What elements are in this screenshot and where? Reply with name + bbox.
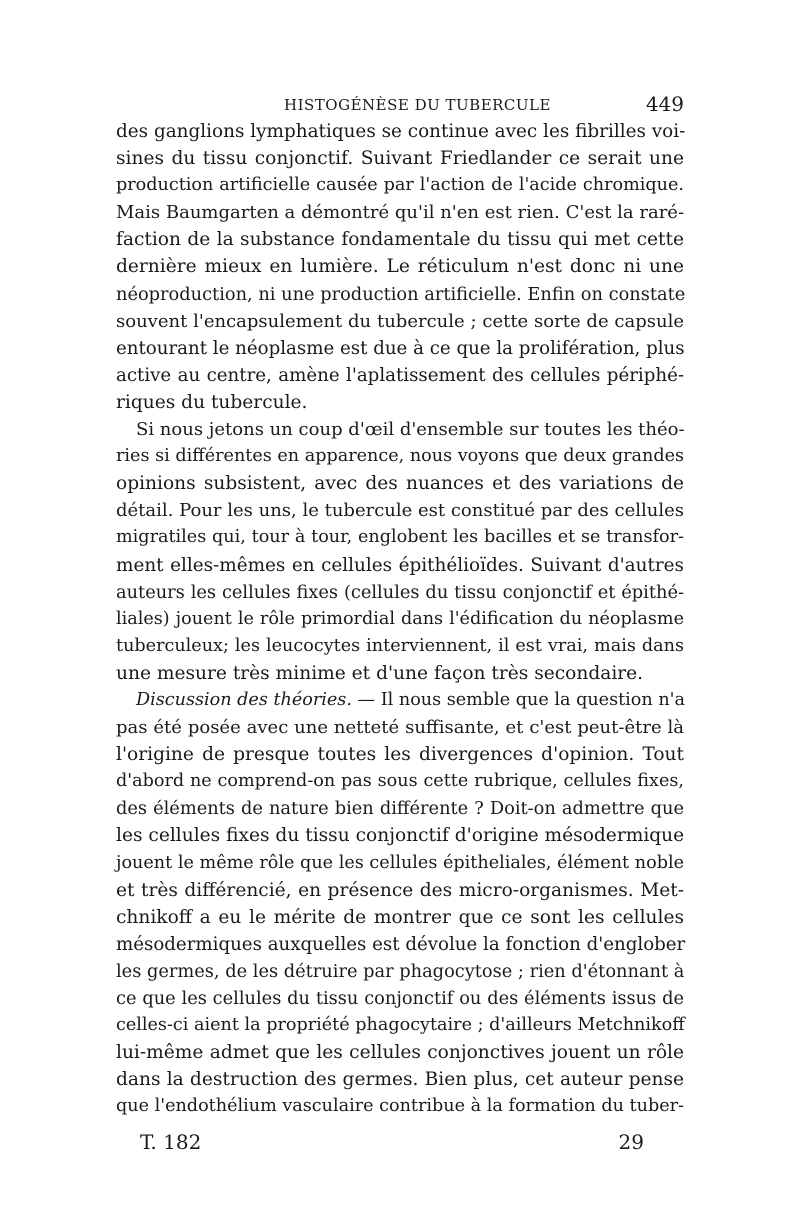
text-line: que l'endothélium vasculaire contribue à la formation du tuber- [116, 1096, 684, 1117]
text-line: néoproduction, ni une production artificielle. Enfin on constate [116, 283, 686, 305]
text-line: des éléments de nature bien différente ? Doit-on admettre que [116, 798, 684, 820]
text-line: tuberculeux; les leucocytes interviennent, il est vrai, mais dans [116, 635, 684, 656]
text-line: ries si différentes en apparence, nous voyons que deux grandes [116, 446, 685, 467]
gathering-number: 29 [618, 1130, 644, 1154]
text-line: chnikoff a eu le mérite de montrer que ce sont les cellules [116, 906, 684, 928]
text-line: les cellules fixes du tissu conjonctif d'origine mésodermique [116, 825, 685, 847]
text-line: ce que les cellules du tissu conjonctif ou des éléments issus de [116, 988, 684, 1009]
text-line: liales) jouent le rôle primordial dans l'édification du néoplasme [116, 608, 684, 629]
text-line: celles-ci aient la propriété phagocytaire ; d'ailleurs Metchnikoff [116, 1015, 685, 1036]
page [116, 92, 684, 1120]
heading-line-rest: — Il nous semble que la question n'a [351, 689, 685, 710]
text-line: lui-même admet que les cellules conjonctives jouent un rôle [116, 1042, 684, 1064]
text-line: et très différencié, en présence des micro-organismes. Met- [116, 879, 684, 901]
paragraph-1 [116, 118, 684, 416]
text-line: Si nous jetons un coup d'œil d'ensemble sur toutes les théo- [136, 419, 685, 441]
text-line: jouent le même rôle que les cellules épitheliales, élément noble [116, 852, 684, 873]
text-line: entourant le néoplasme est due à ce que la prolifération, plus [116, 337, 685, 359]
text-line: ment elles-mêmes en cellules épithélioïdes. Suivant d'autres [116, 554, 684, 576]
text-line: auteurs les cellules fixes (cellules du tissu conjonctif et épithé- [116, 581, 684, 603]
text-line: sines du tissu conjonctif. Suivant Friedlander ce serait une [116, 148, 684, 170]
page-number: 449 [645, 92, 684, 116]
running-head [116, 92, 684, 118]
text-line: active au centre, amène l'aplatissement des cellules périphé- [116, 364, 684, 386]
text-line [116, 687, 684, 714]
text-line: mésodermiques auxquelles est dévolue la fonction d'englober [116, 933, 686, 955]
footer [140, 1130, 644, 1160]
text-line: une mesure très minime et d'une façon très secondaire. [116, 662, 644, 684]
text-line: riques du tubercule. [116, 391, 308, 413]
text-line: Mais Baumgarten a démontré qu'il n'en est rien. C'est la raré- [116, 202, 685, 224]
running-title: HISTOGÉNÈSE DU TUBERCULE [284, 96, 551, 114]
paragraph-3 [116, 687, 684, 1121]
text-line: les germes, de les détruire par phagocytose ; rien d'étonnant à [116, 960, 685, 982]
paragraph-2 [116, 416, 684, 687]
text-line: dernière mieux en lumière. Le réticulum n'est donc ni une [116, 256, 684, 278]
text-line: opinions subsistent, avec des nuances et des variations de [116, 473, 684, 495]
body-text [116, 118, 684, 1120]
section-heading: Discussion des théories. [136, 689, 352, 710]
text-line: souvent l'encapsulement du tubercule ; cette sorte de capsule [116, 310, 684, 332]
text-line: production artificielle causée par l'action de l'acide chromique. [116, 175, 684, 196]
text-line: faction de la substance fondamentale du tissu qui met cette [116, 229, 684, 251]
text-line: détail. Pour les uns, le tubercule est constitué par des cellules [116, 500, 684, 522]
text-line: dans la destruction des germes. Bien plus, cet auteur pense [116, 1069, 684, 1091]
text-line: migratiles qui, tour à tour, englobent les bacilles et se transfor- [116, 527, 684, 548]
printer-signature: T. 182 [140, 1130, 202, 1154]
text-line: d'abord ne comprend-on pas sous cette rubrique, cellules fixes, [116, 771, 684, 792]
text-line: pas été posée avec une netteté suffisante, et c'est peut-être là [116, 717, 684, 739]
text-line: des ganglions lymphatiques se continue avec les fibrilles voi- [116, 121, 686, 142]
text-line: l'origine de presque toutes les divergences d'opinion. Tout [116, 744, 684, 766]
